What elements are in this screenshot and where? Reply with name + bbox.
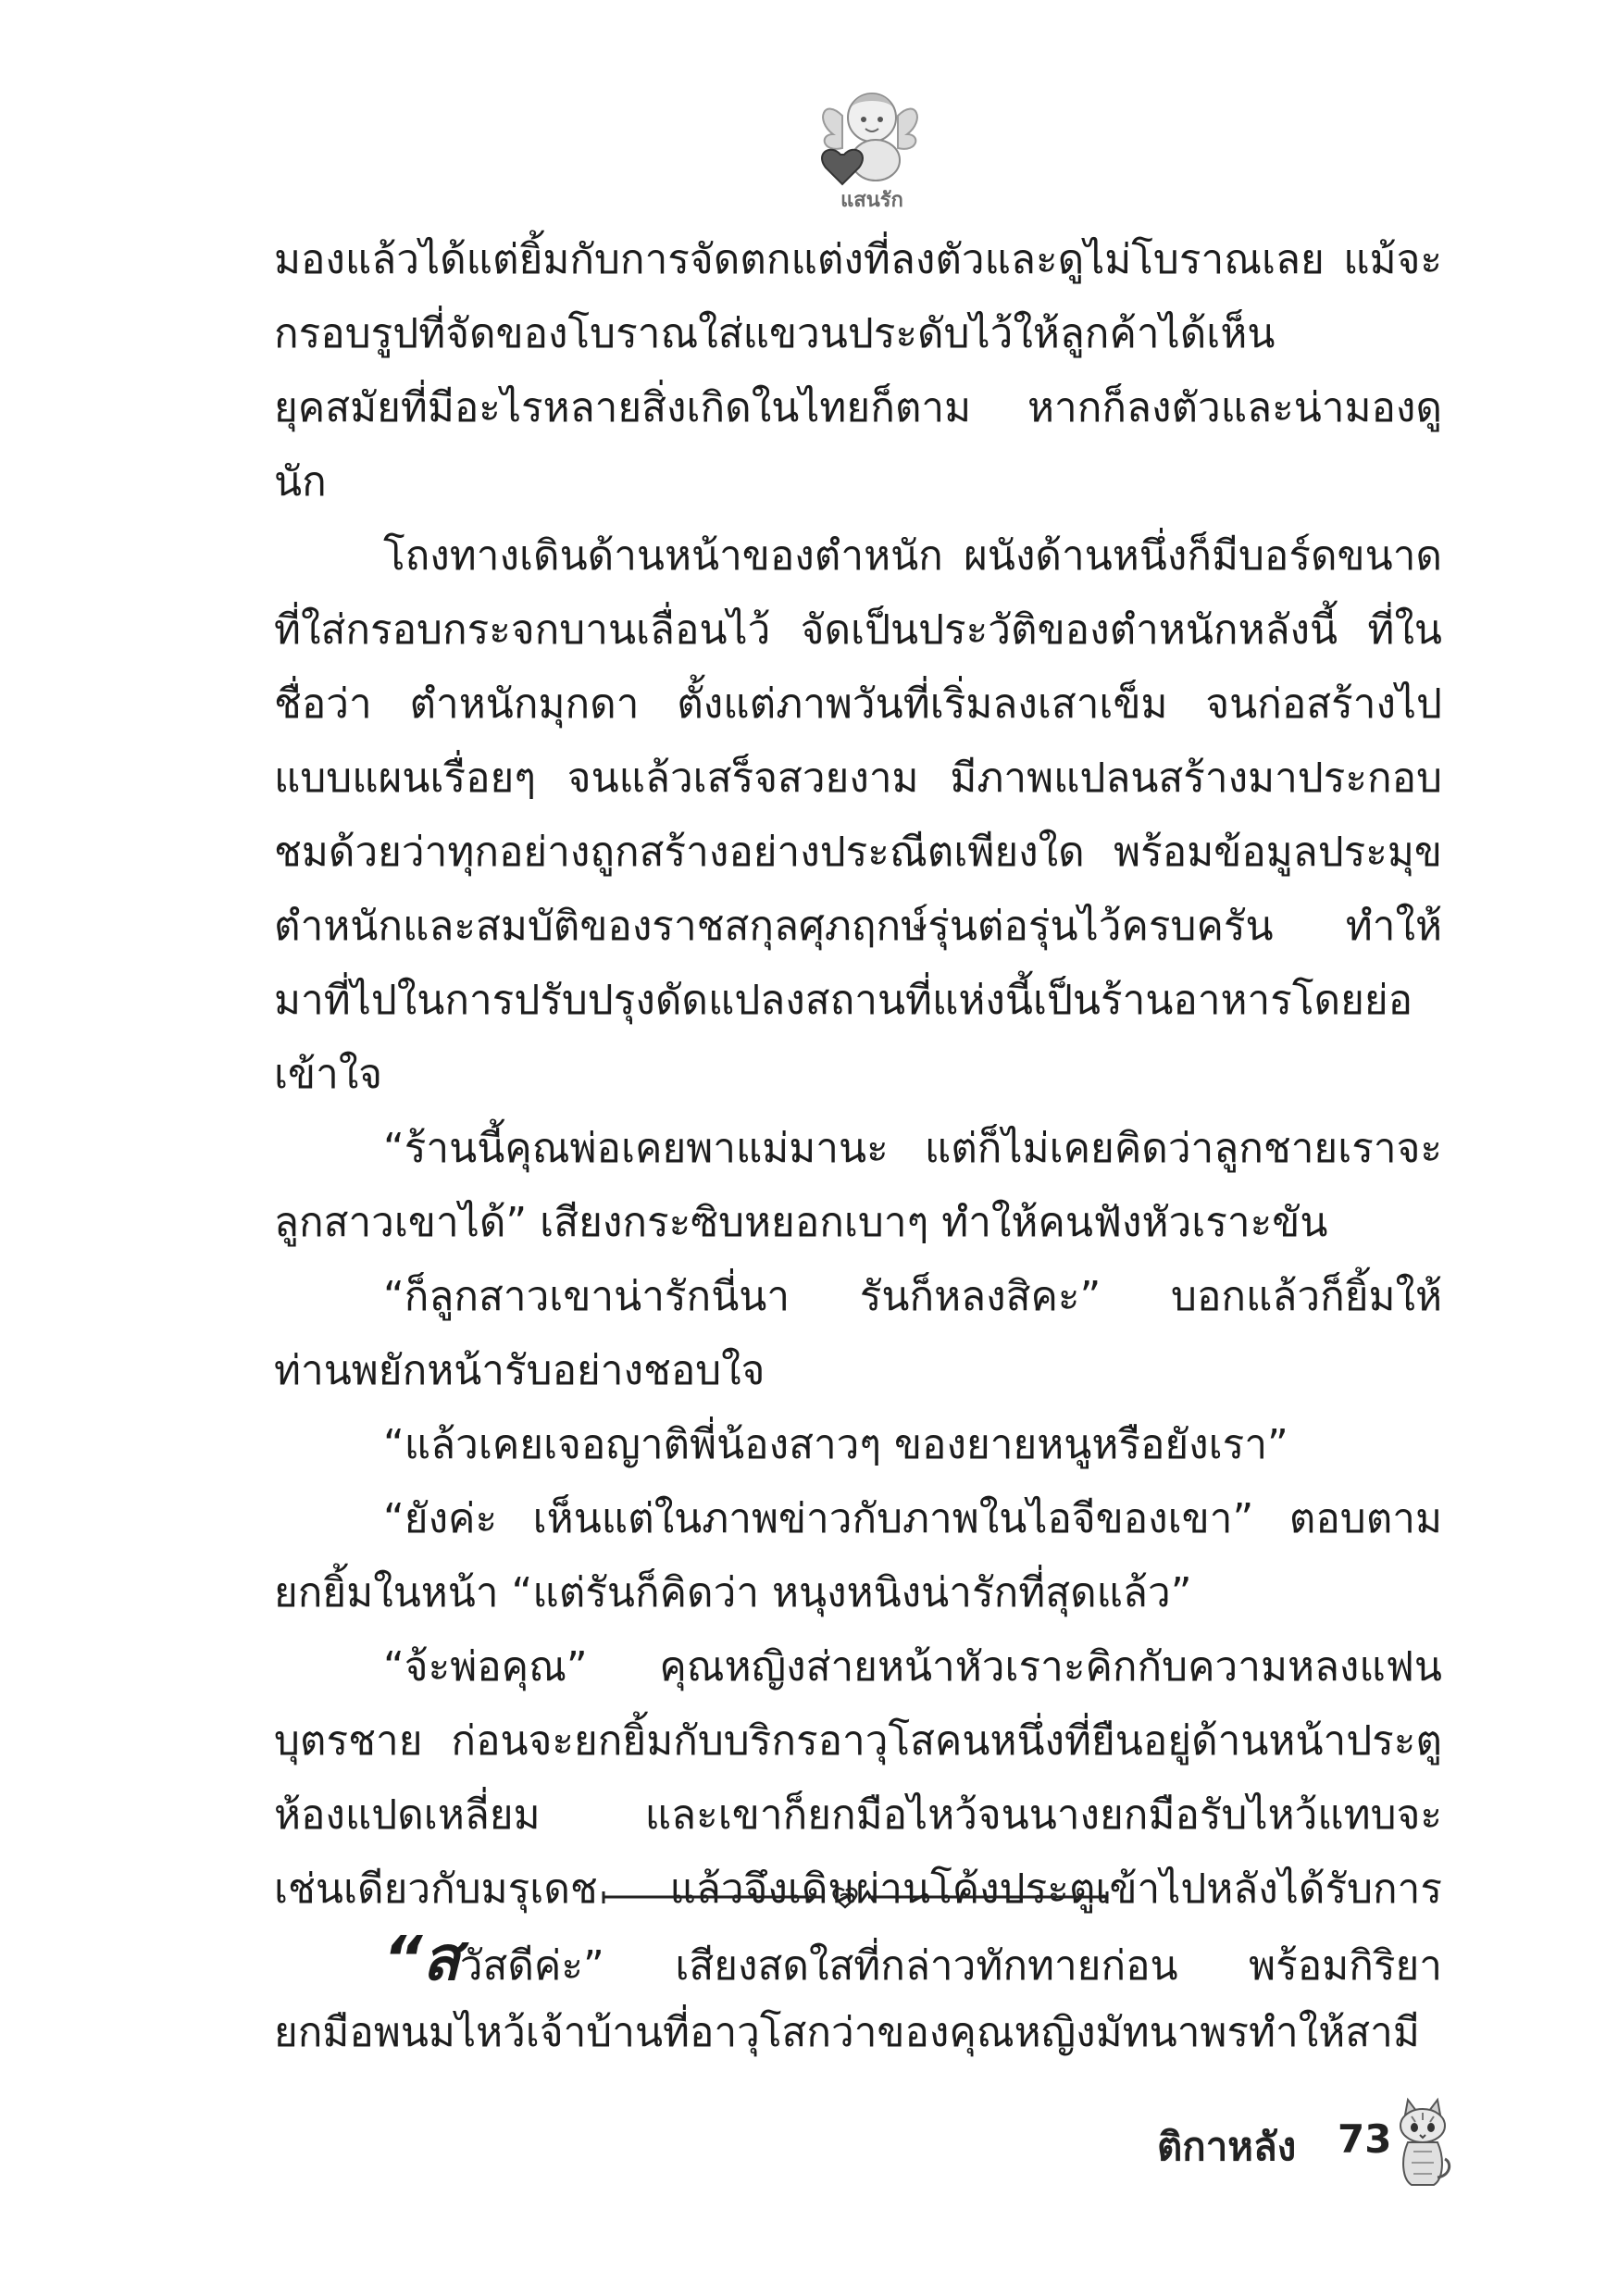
text-line: ยกยิ้มในหน้า “แต่รันก็คิดว่า หนุงหนิงน่ารักที่สุดแล้ว” — [274, 1569, 1192, 1616]
text-line: เช่นเดียวกับมรุเดช แล้วจึงเดินผ่านโค้งประตูเข้าไปหลังได้รับการ — [274, 1866, 1442, 1913]
text-line: นัก — [274, 458, 327, 505]
body-text — [274, 223, 1442, 1927]
drop-cap: “ส — [383, 1923, 460, 1994]
text-line: ชื่อว่า ตำหนักมุกดา ตั้งแต่ภาพวันที่เริ่มลงเสาเข็ม จนก่อสร้างไป — [274, 680, 1442, 728]
text-line: “ก็ลูกสาวเขาน่ารักนี่นา รันก็หลงสิคะ” บอกแล้วก็ยิ้มให้ — [383, 1273, 1442, 1320]
page-number: 73 — [1338, 2116, 1392, 2162]
text-line — [274, 1922, 1442, 1996]
text-line: กรอบรูปที่จัดของโบราณใส่แขวนประดับไว้ให้ลูกค้าได้เห็น — [274, 310, 1276, 357]
page-footer — [1157, 2094, 1453, 2205]
text-line: ที่ใส่กรอบกระจกบานเลื่อนไว้ จัดเป็นประวัติของตำหนักหลังนี้ ที่ใน — [274, 606, 1442, 654]
text-line: ลูกสาวเขาได้” เสียงกระซิบหยอกเบาๆ ทำให้คนฟังหัวเราะขัน — [274, 1199, 1328, 1246]
text-line: “จ้ะพ่อคุณ” คุณหญิงส่ายหน้าหัวเราะคิกกับความหลงแฟน — [383, 1643, 1442, 1691]
text-line: ห้องแปดเหลี่ยม และเขาก็ยกมือไหว้จนนางยกมือรับไหว้แทบจะ — [274, 1791, 1442, 1839]
text-line-remainder: วัสดีค่ะ” เสียงสดใสที่กล่าวทักทายก่อน พร้อมกิริยา — [459, 1942, 1442, 1990]
text-line: โถงทางเดินด้านหน้าของตำหนัก ผนังด้านหนึ่งก็มีบอร์ดขนาด — [383, 532, 1442, 580]
text-line: “ร้านนี้คุณพ่อเคยพาแม่มานะ แต่ก็ไม่เคยคิดว่าลูกชายเราจะ — [383, 1125, 1442, 1172]
heart-swirl-divider-icon — [602, 1883, 1111, 1911]
text-line: “ยังค่ะ เห็นแต่ในภาพข่าวกับภาพในไอจีของเขา” ตอบตาม — [383, 1495, 1442, 1542]
text-line: ยกมือพนมไหว้เจ้าบ้านที่อาวุโสกว่าของคุณหญิงมัทนาพรทำให้สามี — [274, 2009, 1420, 2056]
text-line: ยุคสมัยที่มีอะไรหลายสิ่งเกิดในไทยก็ตาม หากก็ลงตัวและน่ามองดู — [274, 384, 1442, 431]
body-text-section-2 — [274, 1922, 1442, 2070]
book-title: ติกาหลัง — [1157, 2124, 1297, 2169]
text-line: ชมด้วยว่าทุกอย่างถูกสร้างอย่างประณีตเพียงใด พร้อมข้อมูลประมุข — [274, 829, 1442, 876]
text-line: เข้าใจ — [274, 1051, 383, 1098]
text-line: มองแล้วได้แต่ยิ้มกับการจัดตกแต่งที่ลงตัวและดูไม่โบราณเลย แม้จะ — [274, 236, 1442, 283]
text-line: ท่านพยักหน้ารับอย่างชอบใจ — [274, 1347, 765, 1394]
logo-wordmark: แสนรัก — [840, 189, 903, 212]
cupid-heart-icon — [805, 79, 935, 218]
text-line: บุตรชาย ก่อนจะยกยิ้มกับบริกรอาวุโสคนหนึ่งที่ยืนอยู่ด้านหน้าประตู — [274, 1717, 1442, 1765]
kitten-icon — [1391, 2094, 1454, 2190]
text-line: แบบแผนเรื่อยๆ จนแล้วเสร็จสวยงาม มีภาพแปลนสร้างมาประกอบ — [274, 755, 1442, 802]
text-line: มาที่ไปในการปรับปรุงดัดแปลงสถานที่แห่งนี้เป็นร้านอาหารโดยย่อ — [274, 977, 1413, 1024]
text-line: “แล้วเคยเจอญาติพี่น้องสาวๆ ของยายหนูหรือยังเรา” — [383, 1421, 1288, 1468]
text-line: ตำหนักและสมบัติของราชสกุลศุภฤกษ์รุ่นต่อรุ่นไว้ครบครัน ทำให้ — [274, 903, 1442, 950]
